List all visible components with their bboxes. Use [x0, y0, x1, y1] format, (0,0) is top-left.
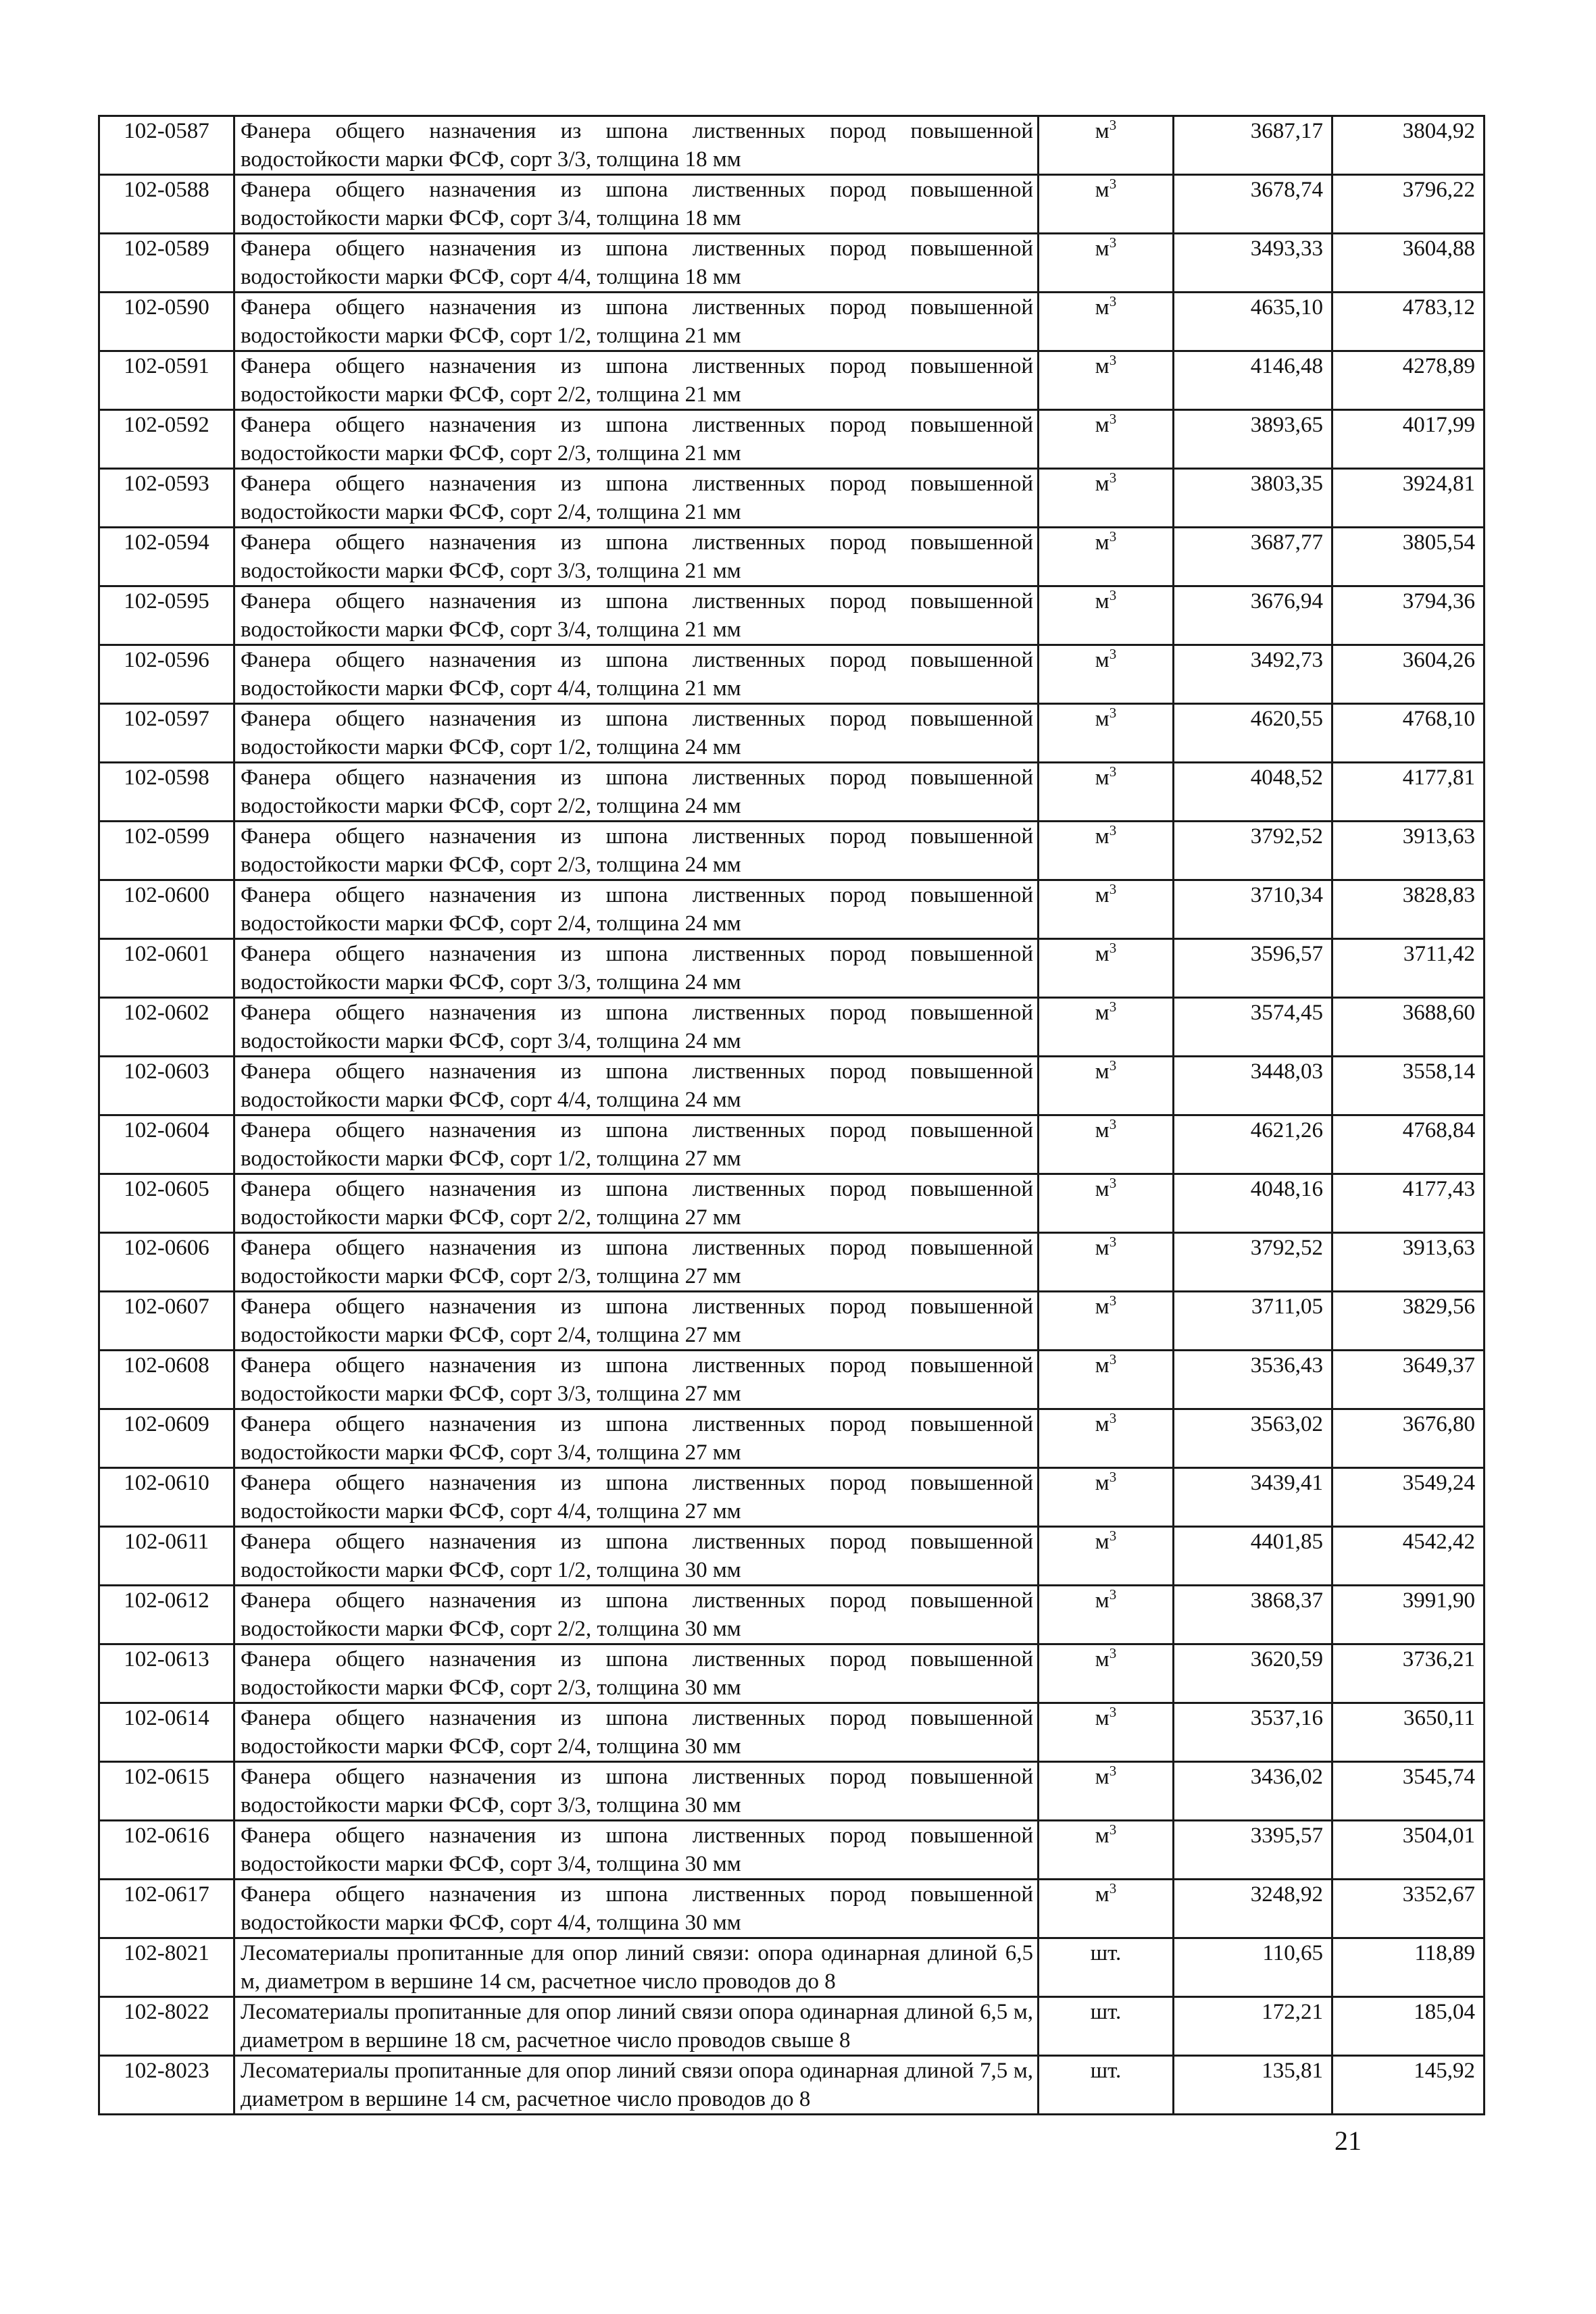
item-description: Лесоматериалы пропитанные для опор линий связи опора одинарная длиной 7,5 м, диаметром в вершине 14 см, расчетное число проводов до 8: [234, 2056, 1039, 2115]
unit-cell: [1039, 1821, 1174, 1880]
price-1: 3536,43: [1174, 1351, 1332, 1409]
price-2: 3924,81: [1332, 469, 1485, 528]
table-row: [99, 175, 1485, 234]
price-1: 3439,41: [1174, 1468, 1332, 1527]
unit-exponent: 3: [1109, 1704, 1117, 1720]
unit-cell: [1039, 1997, 1174, 2056]
item-description: Фанера общего назначения из шпона лиственных пород повышенной водостойкости марки ФСФ, сорт 4/4, толщина 18 мм: [234, 234, 1039, 293]
item-description: Фанера общего назначения из шпона лиственных пород повышенной водостойкости марки ФСФ, сорт 2/2, толщина 21 мм: [234, 351, 1039, 410]
unit-label: м: [1095, 178, 1109, 202]
table-row: [99, 1057, 1485, 1115]
item-description: Фанера общего назначения из шпона лиственных пород повышенной водостойкости марки ФСФ, сорт 2/2, толщина 27 мм: [234, 1174, 1039, 1233]
item-description: Фанера общего назначения из шпона лиственных пород повышенной водостойкости марки ФСФ, сорт 4/4, толщина 24 мм: [234, 1057, 1039, 1115]
unit-cell: [1039, 1703, 1174, 1762]
item-code: 102-0591: [99, 351, 234, 410]
unit-label: м: [1095, 707, 1109, 731]
unit-label: м: [1095, 648, 1109, 672]
unit-exponent: 3: [1109, 470, 1117, 486]
item-description: Фанера общего назначения из шпона лиственных пород повышенной водостойкости марки ФСФ, сорт 3/3, толщина 21 мм: [234, 528, 1039, 586]
unit-label: м: [1095, 1823, 1109, 1848]
price-1: 3448,03: [1174, 1057, 1332, 1115]
unit-exponent: 3: [1109, 1880, 1117, 1896]
item-description: Фанера общего назначения из шпона лиственных пород повышенной водостойкости марки ФСФ, сорт 1/2, толщина 30 мм: [234, 1527, 1039, 1586]
price-2: 4177,43: [1332, 1174, 1485, 1233]
item-code: 102-0610: [99, 1468, 234, 1527]
unit-label: м: [1095, 413, 1109, 437]
price-1: 3492,73: [1174, 645, 1332, 704]
price-1: 4048,16: [1174, 1174, 1332, 1233]
unit-exponent: 3: [1109, 1528, 1117, 1544]
price-2: 4278,89: [1332, 351, 1485, 410]
table-row: [99, 1174, 1485, 1233]
price-1: 3687,77: [1174, 528, 1332, 586]
unit-exponent: 3: [1109, 1763, 1117, 1779]
unit-label: м: [1095, 1177, 1109, 1201]
unit-exponent: 3: [1109, 999, 1117, 1015]
unit-label: м: [1095, 765, 1109, 790]
price-1: 3893,65: [1174, 410, 1332, 469]
price-1: 172,21: [1174, 1997, 1332, 2056]
item-description: Фанера общего назначения из шпона лиственных пород повышенной водостойкости марки ФСФ, сорт 4/4, толщина 30 мм: [234, 1880, 1039, 1938]
unit-exponent: 3: [1109, 1292, 1117, 1309]
table-row: [99, 1351, 1485, 1409]
unit-label: м: [1095, 1530, 1109, 1554]
price-1: 3493,33: [1174, 234, 1332, 293]
item-code: 102-0594: [99, 528, 234, 586]
item-description: Фанера общего назначения из шпона лиственных пород повышенной водостойкости марки ФСФ, сорт 4/4, толщина 21 мм: [234, 645, 1039, 704]
table-body: [99, 116, 1485, 2115]
price-1: 3792,52: [1174, 822, 1332, 880]
price-2: 3736,21: [1332, 1644, 1485, 1703]
item-description: Лесоматериалы пропитанные для опор линий связи: опора одинарная длиной 6,5 м, диаметром в вершине 14 см, расчетное число проводов до 8: [234, 1938, 1039, 1997]
table-row: [99, 1997, 1485, 2056]
price-2: 3804,92: [1332, 116, 1485, 175]
price-1: 3792,52: [1174, 1233, 1332, 1292]
unit-label: м: [1095, 119, 1109, 143]
item-code: 102-0616: [99, 1821, 234, 1880]
table-row: [99, 1468, 1485, 1527]
unit-cell: [1039, 1938, 1174, 1997]
item-description: Фанера общего назначения из шпона лиственных пород повышенной водостойкости марки ФСФ, сорт 2/3, толщина 30 мм: [234, 1644, 1039, 1703]
table-row: [99, 1703, 1485, 1762]
unit-cell: [1039, 1233, 1174, 1292]
price-2: 3913,63: [1332, 1233, 1485, 1292]
unit-label: м: [1095, 1706, 1109, 1730]
item-code: 102-0587: [99, 116, 234, 175]
price-2: 118,89: [1332, 1938, 1485, 1997]
price-2: 3829,56: [1332, 1292, 1485, 1351]
price-1: 4146,48: [1174, 351, 1332, 410]
unit-label: м: [1095, 1353, 1109, 1378]
table-row: [99, 1762, 1485, 1821]
price-2: 3688,60: [1332, 998, 1485, 1057]
item-description: Фанера общего назначения из шпона лиственных пород повышенной водостойкости марки ФСФ, сорт 2/4, толщина 27 мм: [234, 1292, 1039, 1351]
item-description: Фанера общего назначения из шпона лиственных пород повышенной водостойкости марки ФСФ, сорт 3/3, толщина 18 мм: [234, 116, 1039, 175]
unit-cell: [1039, 1115, 1174, 1174]
price-1: 3676,94: [1174, 586, 1332, 645]
unit-exponent: 3: [1109, 411, 1117, 427]
unit-label: м: [1095, 1647, 1109, 1671]
unit-label: шт.: [1090, 2059, 1122, 2083]
unit-exponent: 3: [1109, 881, 1117, 897]
item-code: 102-8022: [99, 1997, 234, 2056]
table-row: [99, 469, 1485, 528]
unit-label: шт.: [1090, 1941, 1122, 1965]
price-2: 4768,10: [1332, 704, 1485, 763]
item-description: Фанера общего назначения из шпона лиственных пород повышенной водостойкости марки ФСФ, сорт 3/4, толщина 30 мм: [234, 1821, 1039, 1880]
unit-label: м: [1095, 1001, 1109, 1025]
price-2: 3676,80: [1332, 1409, 1485, 1468]
table-row: [99, 822, 1485, 880]
unit-cell: [1039, 1644, 1174, 1703]
item-code: 102-0604: [99, 1115, 234, 1174]
unit-exponent: 3: [1109, 1116, 1117, 1132]
unit-exponent: 3: [1109, 646, 1117, 662]
unit-label: м: [1095, 942, 1109, 966]
table-row: [99, 2056, 1485, 2115]
unit-exponent: 3: [1109, 1175, 1117, 1191]
item-code: 102-8021: [99, 1938, 234, 1997]
unit-cell: [1039, 1351, 1174, 1409]
price-1: 3436,02: [1174, 1762, 1332, 1821]
unit-label: м: [1095, 1882, 1109, 1907]
table-row: [99, 116, 1485, 175]
unit-exponent: 3: [1109, 1821, 1117, 1838]
unit-exponent: 3: [1109, 293, 1117, 309]
unit-cell: [1039, 704, 1174, 763]
item-description: Лесоматериалы пропитанные для опор линий связи опора одинарная длиной 6,5 м, диаметром в вершине 18 см, расчетное число проводов свыше 8: [234, 1997, 1039, 2056]
item-description: Фанера общего назначения из шпона лиственных пород повышенной водостойкости марки ФСФ, сорт 2/3, толщина 27 мм: [234, 1233, 1039, 1292]
price-1: 3395,57: [1174, 1821, 1332, 1880]
unit-cell: [1039, 1880, 1174, 1938]
unit-cell: [1039, 1468, 1174, 1527]
unit-label: м: [1095, 236, 1109, 261]
price-1: 4048,52: [1174, 763, 1332, 822]
unit-cell: [1039, 351, 1174, 410]
unit-exponent: 3: [1109, 705, 1117, 721]
unit-exponent: 3: [1109, 1057, 1117, 1074]
unit-cell: [1039, 1057, 1174, 1115]
item-description: Фанера общего назначения из шпона лиственных пород повышенной водостойкости марки ФСФ, сорт 2/3, толщина 21 мм: [234, 410, 1039, 469]
unit-cell: [1039, 1174, 1174, 1233]
price-1: 110,65: [1174, 1938, 1332, 1997]
price-1: 3711,05: [1174, 1292, 1332, 1351]
item-code: 102-0606: [99, 1233, 234, 1292]
unit-label: м: [1095, 295, 1109, 320]
price-2: 3796,22: [1332, 175, 1485, 234]
price-2: 4017,99: [1332, 410, 1485, 469]
unit-label: м: [1095, 883, 1109, 907]
price-1: 3687,17: [1174, 116, 1332, 175]
price-2: 3913,63: [1332, 822, 1485, 880]
item-code: 102-0613: [99, 1644, 234, 1703]
price-1: 3868,37: [1174, 1586, 1332, 1644]
price-2: 3649,37: [1332, 1351, 1485, 1409]
price-1: 4620,55: [1174, 704, 1332, 763]
item-description: Фанера общего назначения из шпона лиственных пород повышенной водостойкости марки ФСФ, сорт 3/3, толщина 24 мм: [234, 939, 1039, 998]
item-code: 102-0588: [99, 175, 234, 234]
price-1: 4621,26: [1174, 1115, 1332, 1174]
table-row: [99, 998, 1485, 1057]
price-2: 3794,36: [1332, 586, 1485, 645]
price-1: 4401,85: [1174, 1527, 1332, 1586]
item-code: 102-0597: [99, 704, 234, 763]
unit-cell: [1039, 175, 1174, 234]
unit-exponent: 3: [1109, 1351, 1117, 1367]
price-1: 3537,16: [1174, 1703, 1332, 1762]
table-row: [99, 410, 1485, 469]
unit-exponent: 3: [1109, 234, 1117, 251]
unit-exponent: 3: [1109, 822, 1117, 838]
unit-cell: [1039, 116, 1174, 175]
price-2: 3828,83: [1332, 880, 1485, 939]
item-code: 102-0590: [99, 293, 234, 351]
unit-label: м: [1095, 1118, 1109, 1142]
price-1: 3803,35: [1174, 469, 1332, 528]
item-code: 102-0611: [99, 1527, 234, 1586]
unit-cell: [1039, 1586, 1174, 1644]
price-1: 3248,92: [1174, 1880, 1332, 1938]
unit-exponent: 3: [1109, 176, 1117, 192]
item-description: Фанера общего назначения из шпона лиственных пород повышенной водостойкости марки ФСФ, сорт 2/3, толщина 24 мм: [234, 822, 1039, 880]
unit-label: м: [1095, 589, 1109, 613]
item-code: 102-0600: [99, 880, 234, 939]
unit-label: м: [1095, 530, 1109, 555]
price-2: 145,92: [1332, 2056, 1485, 2115]
price-2: 3604,26: [1332, 645, 1485, 704]
table-row: [99, 1409, 1485, 1468]
unit-label: м: [1095, 1765, 1109, 1789]
unit-exponent: 3: [1109, 1586, 1117, 1603]
price-1: 135,81: [1174, 2056, 1332, 2115]
price-2: 4177,81: [1332, 763, 1485, 822]
item-description: Фанера общего назначения из шпона лиственных пород повышенной водостойкости марки ФСФ, сорт 1/2, толщина 21 мм: [234, 293, 1039, 351]
unit-exponent: 3: [1109, 587, 1117, 603]
price-1: 3574,45: [1174, 998, 1332, 1057]
price-2: 185,04: [1332, 1997, 1485, 2056]
unit-exponent: 3: [1109, 528, 1117, 545]
item-description: Фанера общего назначения из шпона лиственных пород повышенной водостойкости марки ФСФ, сорт 3/4, толщина 24 мм: [234, 998, 1039, 1057]
item-description: Фанера общего назначения из шпона лиственных пород повышенной водостойкости марки ФСФ, сорт 4/4, толщина 27 мм: [234, 1468, 1039, 1527]
table-row: [99, 1938, 1485, 1997]
price-1: 3620,59: [1174, 1644, 1332, 1703]
table-row: [99, 351, 1485, 410]
table-row: [99, 1527, 1485, 1586]
unit-label: м: [1095, 1236, 1109, 1260]
item-code: 102-0607: [99, 1292, 234, 1351]
item-code: 102-0601: [99, 939, 234, 998]
price-1: 3678,74: [1174, 175, 1332, 234]
unit-cell: [1039, 822, 1174, 880]
unit-exponent: 3: [1109, 763, 1117, 780]
item-description: Фанера общего назначения из шпона лиственных пород повышенной водостойкости марки ФСФ, сорт 3/3, толщина 27 мм: [234, 1351, 1039, 1409]
item-description: Фанера общего назначения из шпона лиственных пород повышенной водостойкости марки ФСФ, сорт 2/4, толщина 24 мм: [234, 880, 1039, 939]
item-code: 102-0608: [99, 1351, 234, 1409]
table-row: [99, 1821, 1485, 1880]
item-description: Фанера общего назначения из шпона лиственных пород повышенной водостойкости марки ФСФ, сорт 3/4, толщина 18 мм: [234, 175, 1039, 234]
unit-label: м: [1095, 1412, 1109, 1436]
unit-exponent: 3: [1109, 1645, 1117, 1661]
item-code: 102-0593: [99, 469, 234, 528]
item-code: 102-0609: [99, 1409, 234, 1468]
unit-cell: [1039, 998, 1174, 1057]
unit-exponent: 3: [1109, 1410, 1117, 1426]
table-row: [99, 293, 1485, 351]
item-code: 102-0592: [99, 410, 234, 469]
unit-label: м: [1095, 1059, 1109, 1084]
price-2: 3558,14: [1332, 1057, 1485, 1115]
unit-cell: [1039, 645, 1174, 704]
item-code: 102-0602: [99, 998, 234, 1057]
item-code: 102-0589: [99, 234, 234, 293]
unit-cell: [1039, 469, 1174, 528]
item-code: 102-0617: [99, 1880, 234, 1938]
unit-cell: [1039, 763, 1174, 822]
item-description: Фанера общего назначения из шпона лиственных пород повышенной водостойкости марки ФСФ, сорт 3/4, толщина 21 мм: [234, 586, 1039, 645]
table-row: [99, 586, 1485, 645]
unit-label: м: [1095, 1471, 1109, 1495]
price-2: 4768,84: [1332, 1115, 1485, 1174]
item-code: 102-8023: [99, 2056, 234, 2115]
unit-exponent: 3: [1109, 1234, 1117, 1250]
item-code: 102-0595: [99, 586, 234, 645]
page-number: 21: [1335, 2126, 1362, 2156]
unit-exponent: 3: [1109, 940, 1117, 956]
unit-cell: [1039, 410, 1174, 469]
unit-cell: [1039, 528, 1174, 586]
price-2: 4783,12: [1332, 293, 1485, 351]
price-1: 3563,02: [1174, 1409, 1332, 1468]
price-2: 3650,11: [1332, 1703, 1485, 1762]
table-row: [99, 1292, 1485, 1351]
table-row: [99, 645, 1485, 704]
table-row: [99, 1115, 1485, 1174]
item-code: 102-0598: [99, 763, 234, 822]
item-description: Фанера общего назначения из шпона лиственных пород повышенной водостойкости марки ФСФ, сорт 1/2, толщина 24 мм: [234, 704, 1039, 763]
unit-cell: [1039, 293, 1174, 351]
price-1: 3710,34: [1174, 880, 1332, 939]
table-row: [99, 1233, 1485, 1292]
item-description: Фанера общего назначения из шпона лиственных пород повышенной водостойкости марки ФСФ, сорт 3/4, толщина 27 мм: [234, 1409, 1039, 1468]
table-row: [99, 234, 1485, 293]
item-code: 102-0612: [99, 1586, 234, 1644]
price-2: 3352,67: [1332, 1880, 1485, 1938]
table-row: [99, 1644, 1485, 1703]
price-1: 4635,10: [1174, 293, 1332, 351]
item-description: Фанера общего назначения из шпона лиственных пород повышенной водостойкости марки ФСФ, сорт 3/3, толщина 30 мм: [234, 1762, 1039, 1821]
unit-cell: [1039, 2056, 1174, 2115]
item-description: Фанера общего назначения из шпона лиственных пород повышенной водостойкости марки ФСФ, сорт 2/2, толщина 24 мм: [234, 763, 1039, 822]
unit-cell: [1039, 880, 1174, 939]
item-description: Фанера общего назначения из шпона лиственных пород повышенной водостойкости марки ФСФ, сорт 2/2, толщина 30 мм: [234, 1586, 1039, 1644]
unit-cell: [1039, 1762, 1174, 1821]
unit-cell: [1039, 1409, 1174, 1468]
unit-label: шт.: [1090, 2000, 1122, 2024]
unit-label: м: [1095, 1294, 1109, 1319]
table-row: [99, 1586, 1485, 1644]
table-row: [99, 763, 1485, 822]
price-2: 3604,88: [1332, 234, 1485, 293]
table-row: [99, 880, 1485, 939]
unit-exponent: 3: [1109, 1469, 1117, 1485]
price-2: 3545,74: [1332, 1762, 1485, 1821]
item-code: 102-0599: [99, 822, 234, 880]
table-row: [99, 939, 1485, 998]
unit-label: м: [1095, 824, 1109, 849]
item-code: 102-0603: [99, 1057, 234, 1115]
unit-label: м: [1095, 354, 1109, 378]
item-code: 102-0605: [99, 1174, 234, 1233]
unit-label: м: [1095, 1588, 1109, 1613]
item-code: 102-0614: [99, 1703, 234, 1762]
unit-cell: [1039, 234, 1174, 293]
price-2: 3805,54: [1332, 528, 1485, 586]
item-code: 102-0615: [99, 1762, 234, 1821]
item-description: Фанера общего назначения из шпона лиственных пород повышенной водостойкости марки ФСФ, сорт 2/4, толщина 30 мм: [234, 1703, 1039, 1762]
table-row: [99, 528, 1485, 586]
unit-cell: [1039, 1527, 1174, 1586]
table-row: [99, 704, 1485, 763]
price-2: 3711,42: [1332, 939, 1485, 998]
unit-cell: [1039, 939, 1174, 998]
item-code: 102-0596: [99, 645, 234, 704]
unit-cell: [1039, 586, 1174, 645]
price-2: 3504,01: [1332, 1821, 1485, 1880]
unit-exponent: 3: [1109, 117, 1117, 133]
price-1: 3596,57: [1174, 939, 1332, 998]
price-2: 4542,42: [1332, 1527, 1485, 1586]
item-description: Фанера общего назначения из шпона лиственных пород повышенной водостойкости марки ФСФ, сорт 2/4, толщина 21 мм: [234, 469, 1039, 528]
price-2: 3991,90: [1332, 1586, 1485, 1644]
item-description: Фанера общего назначения из шпона лиственных пород повышенной водостойкости марки ФСФ, сорт 1/2, толщина 27 мм: [234, 1115, 1039, 1174]
unit-exponent: 3: [1109, 352, 1117, 368]
table-row: [99, 1880, 1485, 1938]
price-table: [98, 115, 1485, 2115]
price-2: 3549,24: [1332, 1468, 1485, 1527]
unit-cell: [1039, 1292, 1174, 1351]
unit-label: м: [1095, 472, 1109, 496]
